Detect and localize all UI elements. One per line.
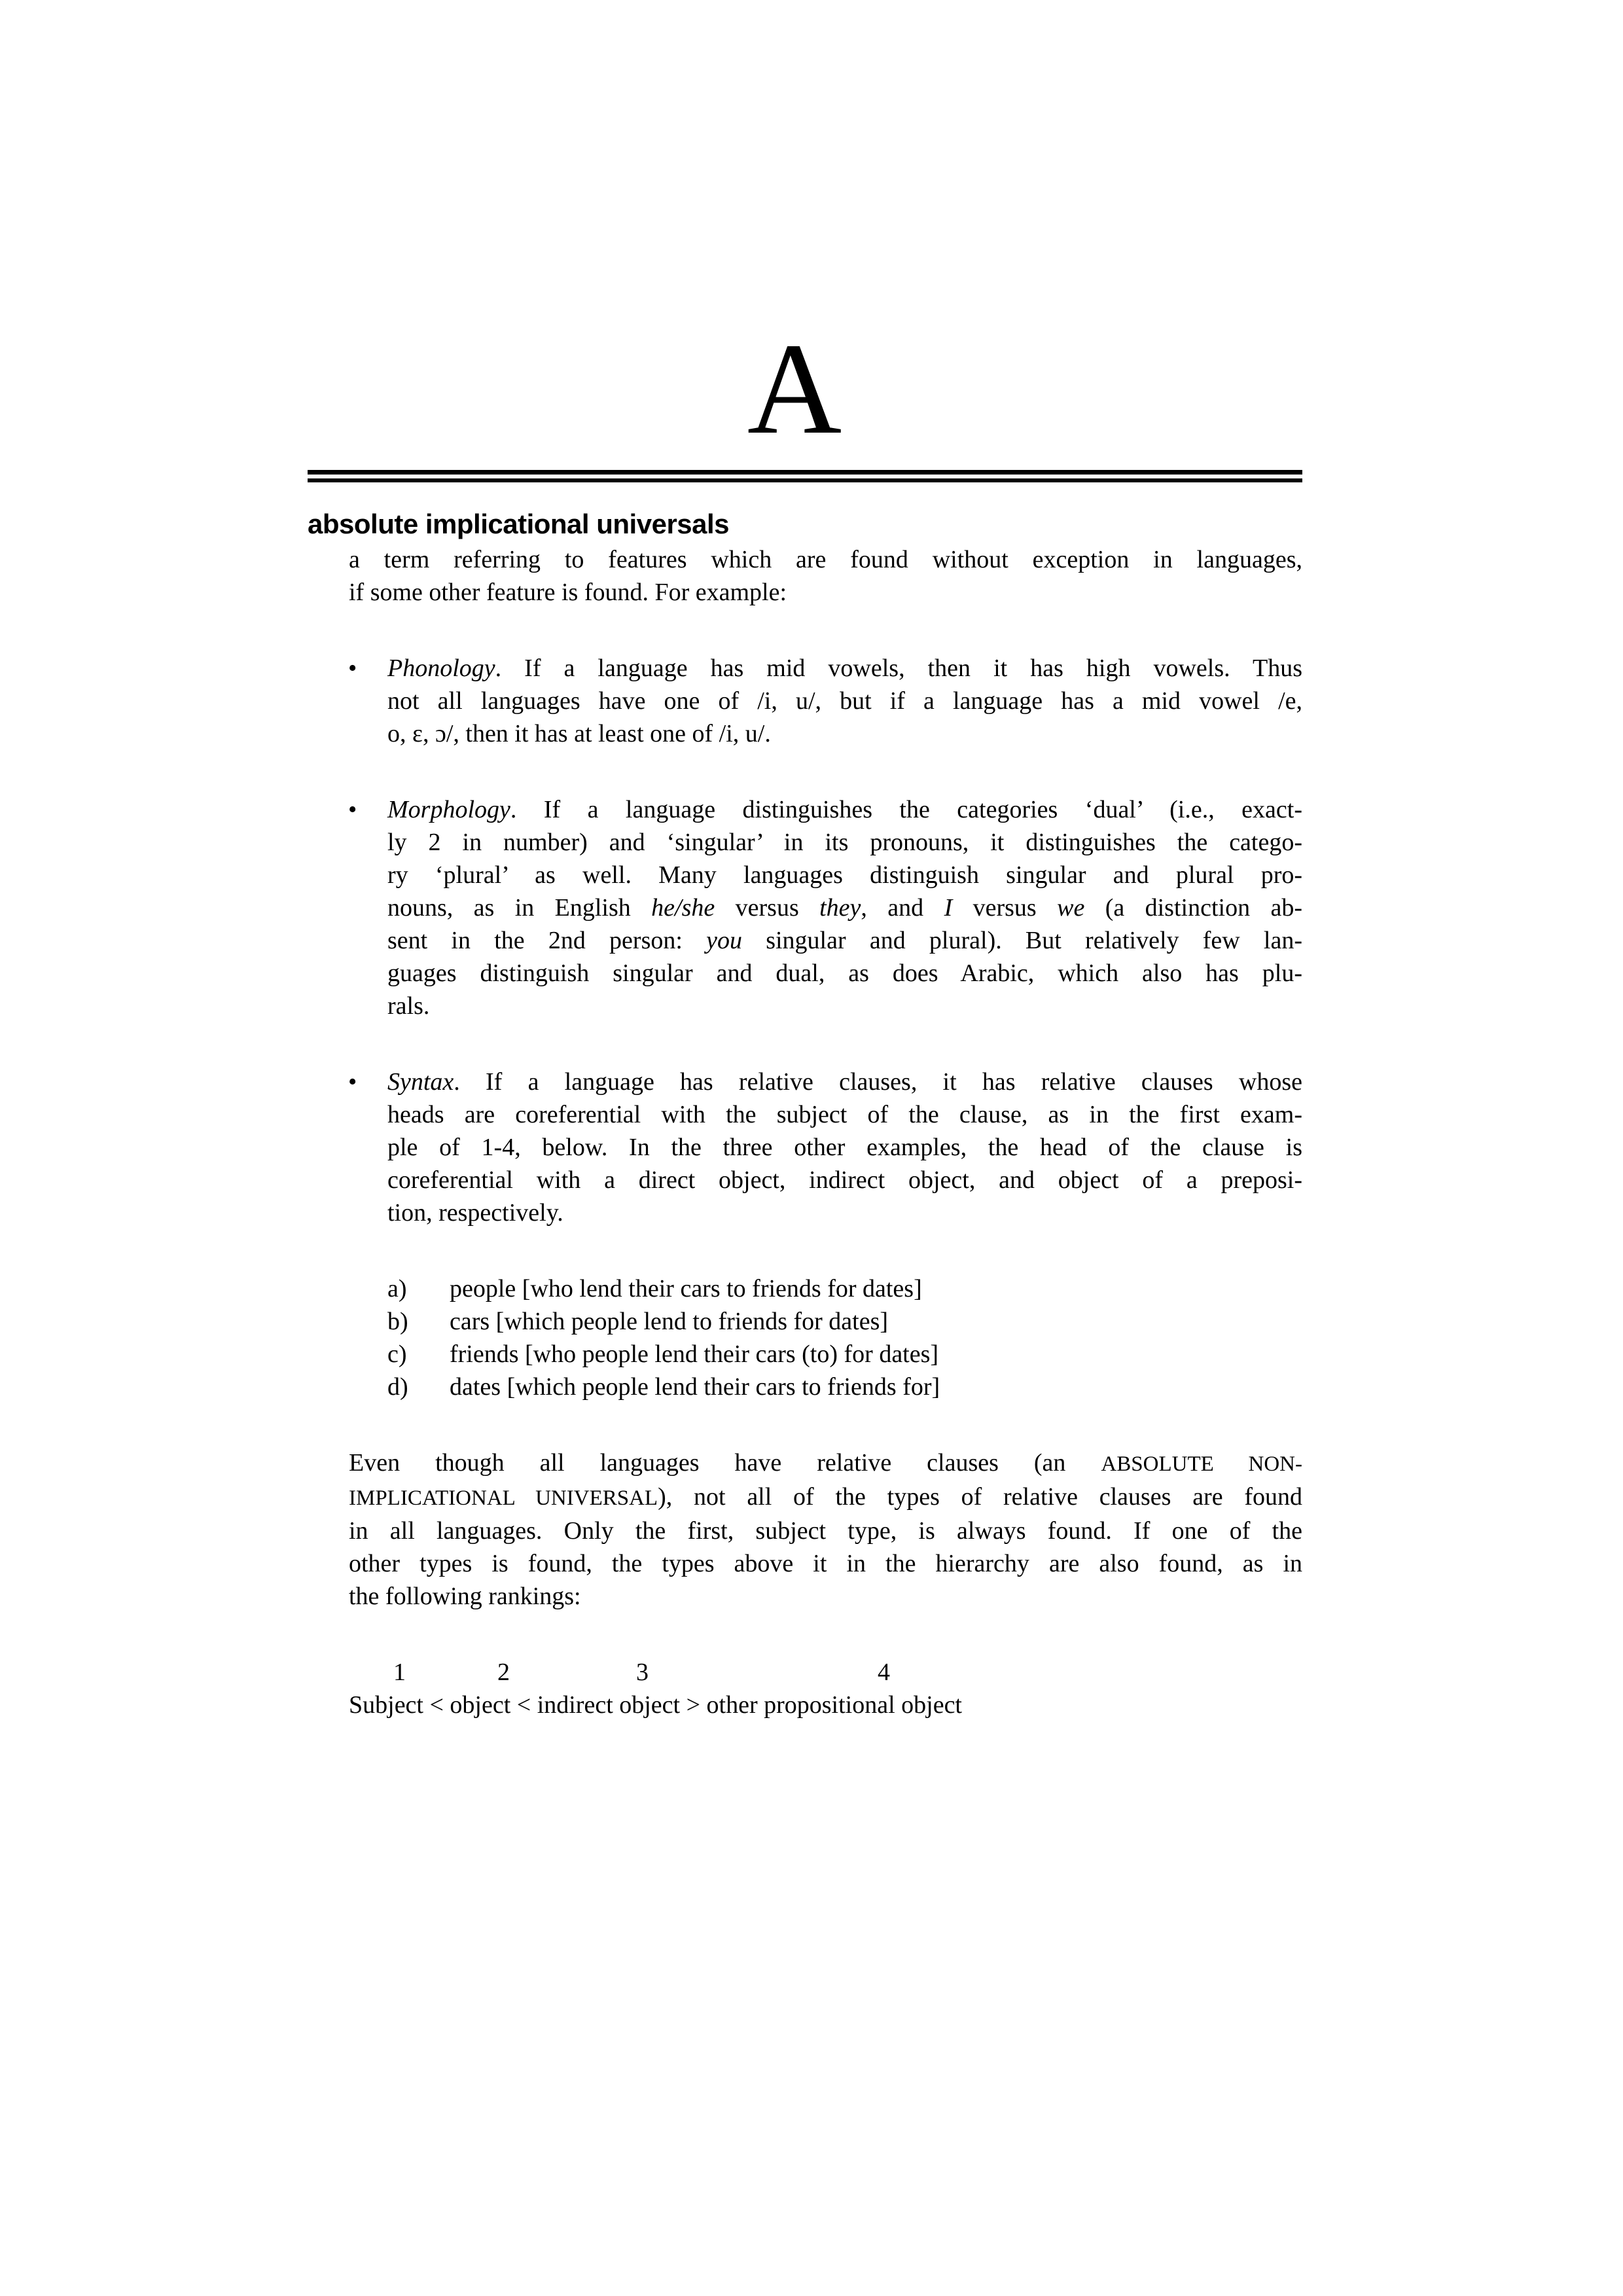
entry-headword: absolute implicational universals	[308, 509, 730, 539]
closing-line: other types is found, the types above it in the hierarchy are also found, as in	[349, 1550, 1302, 1577]
ranking-number: 4	[878, 1659, 890, 1686]
bullet-line: ly 2 in number) and ‘singular’ in its pronouns, it distinguishes the catego-	[387, 829, 1302, 856]
bullet-line: o, ɛ, ɔ/, then it has at least one of /i, u/.	[387, 720, 771, 747]
content-column	[308, 0, 1302, 1721]
example-label: b)	[387, 1308, 408, 1335]
closing-line: Even though all languages have relative clauses (an ABSOLUTE NON-	[349, 1449, 1302, 1477]
ranking-number: 2	[497, 1659, 510, 1686]
closing-line: in all languages. Only the first, subject type, is always found. If one of the	[349, 1517, 1302, 1545]
example-text: people [who lend their cars to friends for dates]	[450, 1275, 922, 1302]
definition-line: if some other feature is found. For example:	[349, 579, 787, 606]
entry-definition	[349, 543, 1302, 609]
bullet-line: Syntax. If a language has relative clauses, it has relative clauses whose	[387, 1068, 1302, 1096]
bullet-line: ry ‘plural’ as well. Many languages distinguish singular and plural pro-	[387, 861, 1302, 889]
example-item	[308, 1272, 1302, 1305]
example-item	[308, 1305, 1302, 1338]
bullet-line: coreferential with a direct object, indirect object, and object of a preposi-	[387, 1166, 1302, 1194]
bullet-line: guages distinguish singular and dual, as does Arabic, which also has plu-	[387, 960, 1302, 987]
bullet-marker: •	[348, 796, 357, 823]
section-letter: A	[747, 317, 842, 461]
bullet-line: tion, respectively.	[387, 1199, 563, 1227]
bullet-line: Phonology. If a language has mid vowels, then it has high vowels. Thus	[387, 655, 1302, 682]
example-list	[308, 1272, 1302, 1403]
example-text: friends [who people lend their cars (to) for dates]	[450, 1340, 939, 1368]
bullet-marker: •	[348, 1068, 357, 1096]
bullet-item-syntax	[308, 1066, 1302, 1229]
closing-line: IMPLICATIONAL UNIVERSAL), not all of the types of relative clauses are found	[349, 1483, 1302, 1511]
bullet-line: heads are coreferential with the subject of the clause, as in the first exam-	[387, 1101, 1302, 1128]
definition-line: a term referring to features which are found without exception in languages,	[349, 546, 1302, 573]
bullet-line: Morphology. If a language distinguishes the categories ‘dual’ (i.e., exact-	[387, 796, 1302, 823]
example-item	[308, 1338, 1302, 1371]
example-item	[308, 1371, 1302, 1403]
ranking-numbers-row	[349, 1656, 1302, 1689]
closing-paragraph	[349, 1446, 1302, 1613]
example-label: c)	[387, 1340, 407, 1368]
section-divider-rule	[308, 470, 1302, 482]
example-label: d)	[387, 1373, 408, 1401]
bullet-marker: •	[348, 655, 357, 682]
example-text: dates [which people lend their cars to friends for]	[450, 1373, 940, 1401]
bullet-line: ple of 1-4, below. In the three other examples, the head of the clause is	[387, 1134, 1302, 1161]
bullet-line: rals.	[387, 992, 430, 1020]
bullet-item-phonology	[308, 652, 1302, 750]
ranking-scale: Subject < object < indirect object > other propositional object	[349, 1691, 962, 1719]
example-text: cars [which people lend to friends for dates]	[450, 1308, 889, 1335]
bullet-item-morphology	[308, 793, 1302, 1022]
bullet-line: nouns, as in English he/she versus they, and I versus we (a distinction ab-	[387, 894, 1302, 922]
bullet-line: not all languages have one of /i, u/, but if a language has a mid vowel /e,	[387, 687, 1302, 715]
ranking-number: 3	[636, 1659, 649, 1686]
closing-line: the following rankings:	[349, 1583, 581, 1610]
ranking-number: 1	[393, 1659, 406, 1686]
bullet-line: sent in the 2nd person: you singular and plural). But relatively few lan-	[387, 927, 1302, 954]
ranking-block	[349, 1656, 1302, 1721]
example-label: a)	[387, 1275, 407, 1302]
